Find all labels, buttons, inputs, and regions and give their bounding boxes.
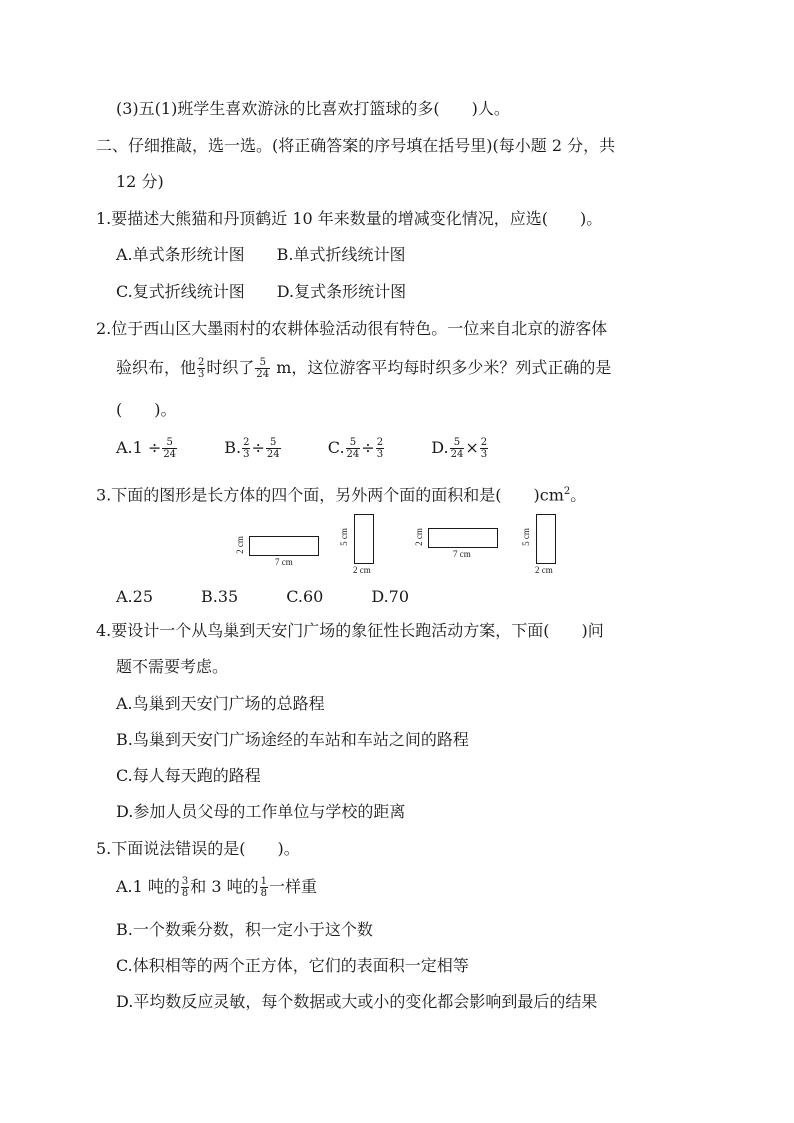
q5-option-c: C.体积相等的两个正方体，它们的表面积一定相等 bbox=[116, 956, 469, 975]
section1-q3: (3)五(1)班学生喜欢游泳的比喜欢打篮球的多( )人。 bbox=[116, 99, 510, 118]
face2-width-label: 2 cm bbox=[353, 565, 371, 575]
q3-options: A.25 B.35 C.60 D.70 bbox=[116, 587, 410, 606]
q1-options-row2: C.复式折线统计图 D.复式条形统计图 bbox=[116, 282, 407, 301]
q5-option-d: D.平均数反应灵敏，每个数据或大或小的变化都会影响到最后的结果 bbox=[116, 992, 598, 1011]
q4-option-d: D.参加人员父母的工作单位与学校的距离 bbox=[116, 802, 406, 821]
fraction-3-8: $\frac{3}{8}$ bbox=[181, 876, 189, 899]
q5-stem: 5.下面说法错误的是( )。 bbox=[96, 839, 300, 858]
face2-height-label: 5 cm bbox=[338, 528, 349, 546]
q4-stem: 4.要设计一个从鸟巢到天安门广场的象征性长跑活动方案，下面( )问 bbox=[96, 621, 604, 640]
face-rect-3 bbox=[428, 528, 498, 548]
q2-stem: 2.位于西山区大墨雨村的农耕体验活动很有特色。一位来自北京的游客体 bbox=[96, 319, 608, 338]
fraction-2-3: $\frac{2}{3}$ bbox=[198, 357, 205, 380]
face-rect-4 bbox=[536, 514, 556, 564]
q2-option-a: A.1 ÷ $\frac{5}{24}$ bbox=[116, 437, 177, 460]
cuboid-faces-figure bbox=[235, 508, 575, 578]
q4-option-a: A.鸟巢到天安门广场的总路程 bbox=[116, 694, 325, 713]
q4-option-b: B.鸟巢到天安门广场途经的车站和车站之间的路程 bbox=[116, 730, 469, 749]
q2-stem-line3: ( )。 bbox=[116, 400, 177, 419]
q5-option-b: B.一个数乘分数，积一定小于这个数 bbox=[116, 920, 373, 939]
fraction-5-24: $\frac{5}{24}$ bbox=[256, 357, 270, 380]
q1-stem: 1.要描述大熊猫和丹顶鹤近 10 年来数量的增减变化情况，应选( )。 bbox=[96, 209, 603, 228]
face1-width-label: 7 cm bbox=[275, 557, 293, 567]
face4-height-label: 5 cm bbox=[520, 528, 531, 546]
q2-option-b: B. $\frac{2}{3}$ ÷ $\frac{5}{24}$ bbox=[224, 437, 280, 460]
q4-option-c: C.每人每天跑的路程 bbox=[116, 766, 261, 785]
q2-stem-line2: 验织布，他 $\frac{2}{3}$ 时织了 $\frac{5}{24}$ m，这位游客平均每时织多少米？列式正确的是 bbox=[116, 357, 612, 380]
face-rect-1 bbox=[249, 536, 319, 556]
q2-option-c: C. $\frac{5}{24}$ ÷ $\frac{2}{3}$ bbox=[327, 437, 384, 460]
q4-stem-line2: 题不需要考虑。 bbox=[116, 657, 229, 676]
section2-heading-cont: 12 分) bbox=[116, 172, 164, 191]
face3-height-label: 2 cm bbox=[413, 528, 424, 546]
face3-width-label: 7 cm bbox=[453, 549, 471, 559]
face-rect-2 bbox=[354, 514, 374, 564]
section2-heading: 二、仔细推敲，选一选。(将正确答案的序号填在括号里)(每小题 2 分，共 bbox=[96, 136, 616, 155]
face1-height-label: 2 cm bbox=[234, 536, 245, 554]
q2-options bbox=[116, 434, 489, 462]
fraction-1-8: $\frac{1}{8}$ bbox=[260, 876, 268, 899]
q5-option-a: A.1 吨的 $\frac{3}{8}$ 和 3 吨的 $\frac{1}{8}$ 一样重 bbox=[116, 876, 318, 899]
q2-option-d: D. $\frac{5}{24}$ × $\frac{2}{3}$ bbox=[431, 437, 488, 460]
face4-width-label: 2 cm bbox=[535, 565, 553, 575]
q1-options-row1: A.单式条形统计图 B.单式折线统计图 bbox=[116, 245, 406, 264]
q3-stem: 3.下面的图形是长方体的四个面，另外两个面的面积和是( )$cm^2$。 bbox=[96, 485, 587, 505]
